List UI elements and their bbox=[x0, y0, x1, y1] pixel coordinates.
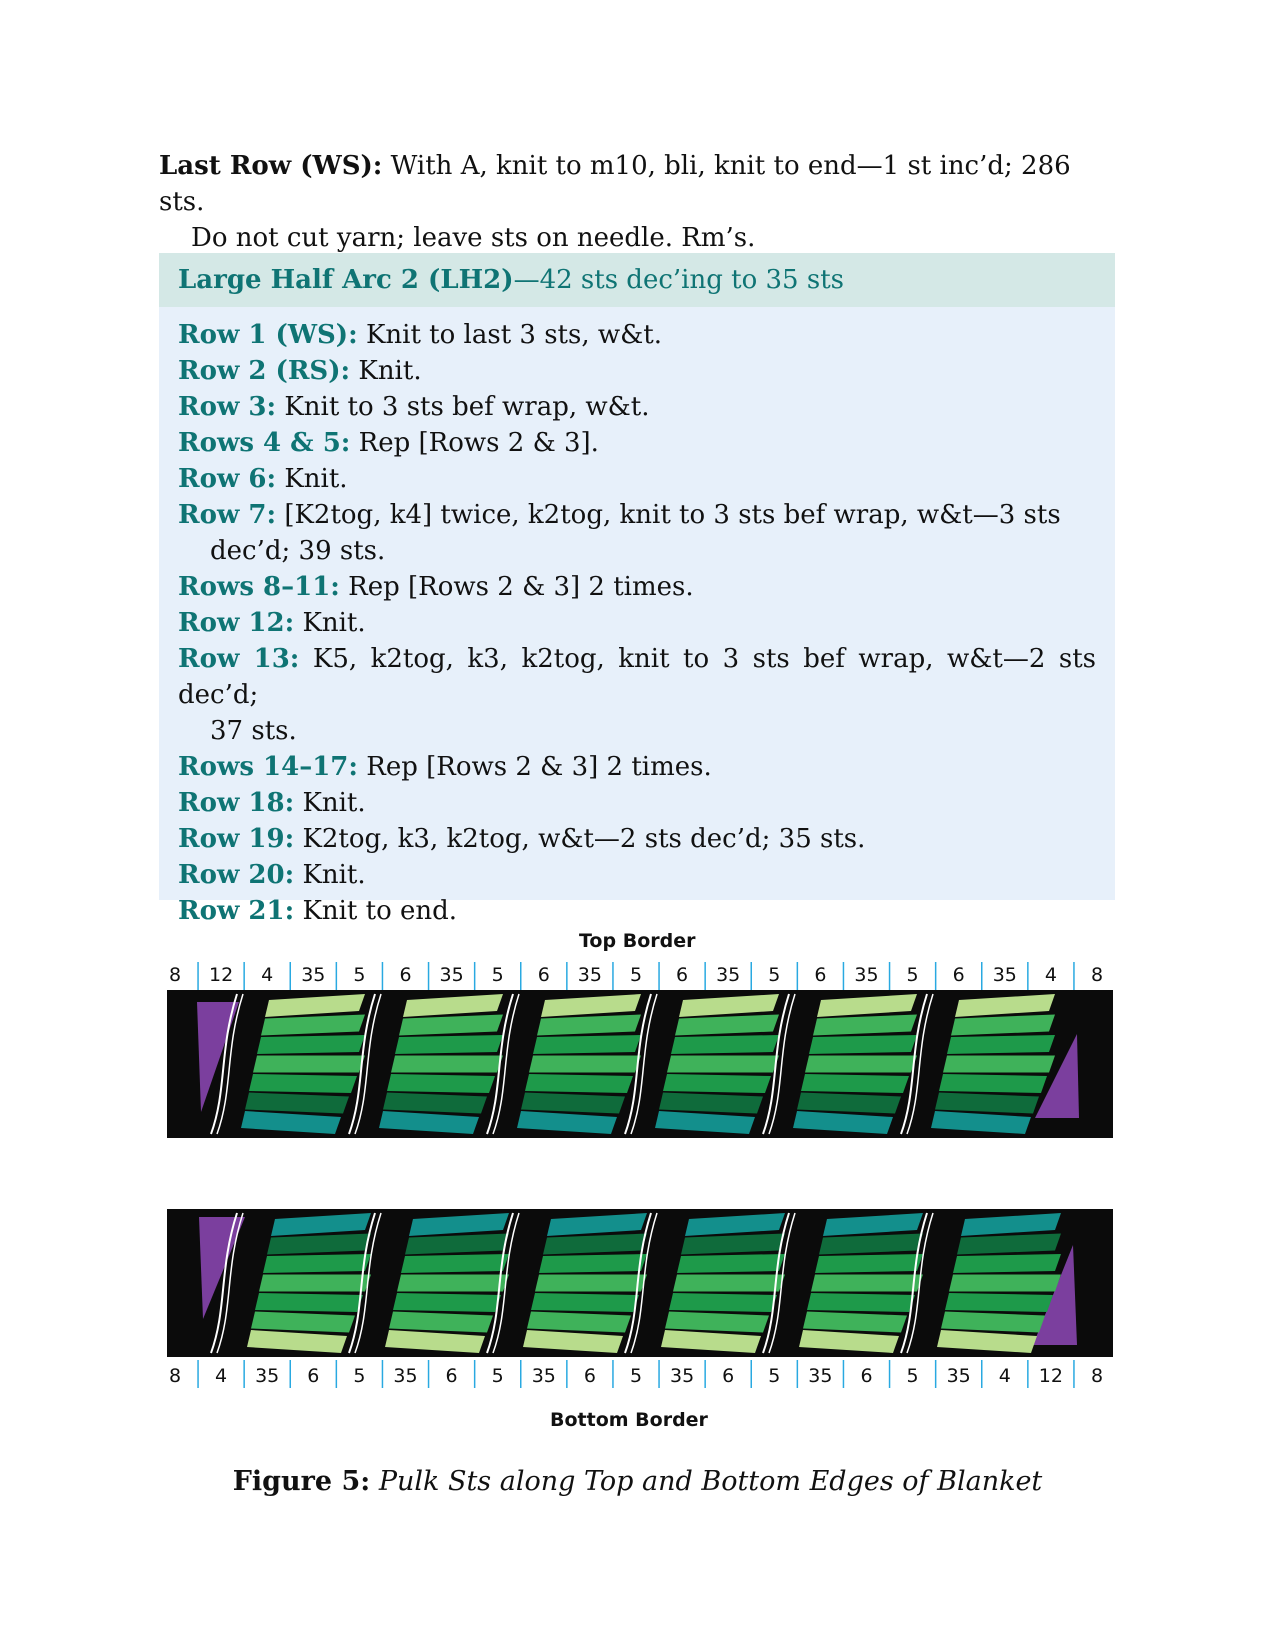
instruction-row bbox=[178, 893, 1096, 929]
row-text: Rep [Rows 2 & 3]. bbox=[358, 428, 599, 458]
row-text: Knit. bbox=[302, 788, 366, 818]
stitch-band bbox=[249, 1074, 357, 1093]
stitch-band bbox=[385, 1330, 485, 1353]
purple-corner-wedge bbox=[197, 1002, 239, 1112]
stitch-count-label: 35 bbox=[439, 964, 464, 986]
stitch-band bbox=[799, 1330, 899, 1353]
stitch-count-label: 35 bbox=[854, 964, 879, 986]
stitch-count-label: 6 bbox=[537, 964, 550, 986]
row-label: Rows 4 & 5: bbox=[178, 428, 351, 458]
stitch-band bbox=[945, 1293, 1053, 1312]
seam-line bbox=[349, 1213, 375, 1353]
row-text: [K2tog, k4] twice, k2tog, knit to 3 sts bef wrap, w&t—3 sts bbox=[284, 500, 1061, 530]
stitch-count-label: 5 bbox=[353, 1365, 366, 1387]
stitch-band bbox=[661, 1330, 761, 1353]
stitch-band bbox=[943, 1056, 1055, 1073]
stitch-band bbox=[809, 1035, 917, 1054]
instruction-box-heading bbox=[159, 253, 1115, 307]
instruction-box bbox=[159, 253, 1115, 926]
seam-line bbox=[217, 994, 243, 1134]
stitch-band bbox=[409, 1213, 509, 1236]
seam-line bbox=[487, 994, 513, 1134]
instruction-rows bbox=[159, 307, 1115, 929]
stitch-band bbox=[255, 1293, 363, 1312]
stitch-band bbox=[663, 1074, 771, 1093]
stitch-count-label: 4 bbox=[215, 1365, 228, 1387]
stitch-band bbox=[685, 1213, 785, 1236]
stitch-count-label: 35 bbox=[716, 964, 741, 986]
stitch-band bbox=[405, 1234, 509, 1255]
stitch-band bbox=[803, 1312, 907, 1333]
instruction-row bbox=[178, 389, 1096, 425]
row-text: Knit. bbox=[302, 608, 366, 638]
seam-line bbox=[493, 1213, 519, 1353]
stitch-band bbox=[665, 1312, 769, 1333]
seam-line bbox=[631, 994, 657, 1134]
stitch-count-label: 35 bbox=[255, 1365, 280, 1387]
seam-line bbox=[769, 1213, 795, 1353]
seam-line bbox=[763, 1213, 789, 1353]
stitch-band bbox=[261, 1015, 365, 1036]
panel-background bbox=[167, 990, 1113, 1138]
stitch-count-label: 5 bbox=[906, 1365, 919, 1387]
stitch-band bbox=[389, 1312, 493, 1333]
stitch-count-label: 35 bbox=[670, 1365, 695, 1387]
stitch-band bbox=[271, 1213, 371, 1236]
row-label: Row 21: bbox=[178, 896, 295, 926]
seam-line bbox=[631, 1213, 657, 1353]
purple-corner-wedge bbox=[1035, 1034, 1079, 1118]
stitch-band bbox=[811, 1275, 923, 1292]
row-text: Knit to end. bbox=[302, 896, 458, 926]
stitch-count-label: 35 bbox=[393, 1365, 418, 1387]
stitch-band bbox=[387, 1074, 495, 1093]
stitch-count-label: 12 bbox=[209, 964, 234, 986]
stitch-band bbox=[241, 1111, 341, 1134]
row-label: Row 1 (WS): bbox=[178, 320, 358, 350]
instruction-row bbox=[178, 425, 1096, 461]
stitch-band bbox=[395, 1035, 503, 1054]
stitch-count-label: 5 bbox=[906, 964, 919, 986]
caption-text: Pulk Sts along Top and Bottom Edges of Blanket bbox=[378, 1466, 1043, 1497]
stitch-count-label: 8 bbox=[1090, 964, 1104, 986]
stitch-count-label: 4 bbox=[998, 1365, 1011, 1387]
stitch-band bbox=[957, 1234, 1061, 1255]
stitch-band bbox=[931, 1111, 1031, 1134]
stitch-band bbox=[819, 1234, 923, 1255]
caption-label: Figure 5: bbox=[232, 1466, 371, 1497]
row-text: Knit. bbox=[284, 464, 348, 494]
seam-line bbox=[901, 994, 927, 1134]
stitch-band bbox=[523, 1330, 623, 1353]
seam-line bbox=[625, 1213, 651, 1353]
seam-line bbox=[487, 1213, 513, 1353]
seam-line bbox=[493, 994, 519, 1134]
stitch-band bbox=[679, 994, 779, 1017]
seam-line bbox=[217, 1213, 243, 1353]
stitch-count-label: 6 bbox=[399, 964, 412, 986]
stitch-band bbox=[949, 1275, 1061, 1292]
stitch-band bbox=[533, 1035, 641, 1054]
heading-rest: —42 sts dec’ing to 35 sts bbox=[513, 265, 844, 295]
stitch-count-label: 6 bbox=[583, 1365, 596, 1387]
stitch-count-label: 5 bbox=[491, 964, 504, 986]
stitch-count-label: 6 bbox=[445, 1365, 458, 1387]
stitch-band bbox=[669, 1293, 777, 1312]
stitch-band bbox=[251, 1312, 355, 1333]
stitch-band bbox=[955, 994, 1055, 1017]
stitch-count-label: 35 bbox=[946, 1365, 971, 1387]
stitch-band bbox=[807, 1293, 915, 1312]
instruction-row bbox=[178, 605, 1096, 641]
instruction-row bbox=[178, 353, 1096, 389]
stitch-band bbox=[953, 1254, 1061, 1273]
stitch-band bbox=[817, 994, 917, 1017]
stitch-count-label: 8 bbox=[168, 964, 182, 986]
intro-continuation: Do not cut yarn; leave sts on needle. Rm’s. bbox=[191, 223, 756, 253]
stitch-band bbox=[379, 1111, 479, 1134]
stitch-count-label: 5 bbox=[629, 1365, 643, 1387]
instruction-row bbox=[178, 461, 1096, 497]
row-label: Row 6: bbox=[178, 464, 277, 494]
stitch-count-label: 5 bbox=[768, 1365, 781, 1387]
instruction-row bbox=[178, 857, 1096, 893]
seam-line bbox=[355, 1213, 381, 1353]
stitch-band bbox=[947, 1035, 1055, 1054]
stitch-band bbox=[937, 1330, 1037, 1353]
stitch-count-label: 35 bbox=[808, 1365, 833, 1387]
stitch-band bbox=[253, 1056, 365, 1073]
instruction-row bbox=[178, 497, 1096, 569]
stitch-band bbox=[543, 1234, 647, 1255]
stitch-band bbox=[391, 1056, 503, 1073]
row-text: Rep [Rows 2 & 3] 2 times. bbox=[366, 752, 712, 782]
stitch-count-label: 6 bbox=[814, 964, 827, 986]
stitch-band bbox=[537, 1015, 641, 1036]
figure-caption bbox=[0, 1466, 1275, 1497]
stitch-band bbox=[797, 1093, 901, 1114]
stitch-band bbox=[247, 1330, 347, 1353]
stitch-count-label: 4 bbox=[1044, 964, 1057, 986]
stitch-count-label: 6 bbox=[860, 1365, 873, 1387]
stitch-count-label: 35 bbox=[992, 964, 1017, 986]
row-text: Rep [Rows 2 & 3] 2 times. bbox=[348, 572, 694, 602]
stitch-count-label: 5 bbox=[768, 964, 781, 986]
stitch-band bbox=[671, 1035, 779, 1054]
stitch-count-label: 5 bbox=[353, 964, 366, 986]
stitch-band bbox=[659, 1093, 763, 1114]
stitch-band bbox=[813, 1015, 917, 1036]
seam-line bbox=[355, 994, 381, 1134]
row-label: Rows 14–17: bbox=[178, 752, 358, 782]
instruction-row bbox=[178, 821, 1096, 857]
stitch-count-label: 5 bbox=[491, 1365, 504, 1387]
stitch-band bbox=[941, 1312, 1045, 1333]
instruction-row bbox=[178, 785, 1096, 821]
row-text: Knit. bbox=[302, 860, 366, 890]
stitch-band bbox=[265, 994, 365, 1017]
stitch-band bbox=[245, 1093, 349, 1114]
instruction-row bbox=[178, 641, 1096, 749]
stitch-band bbox=[961, 1213, 1061, 1236]
seam-line bbox=[211, 1213, 237, 1353]
seam-line bbox=[763, 994, 789, 1134]
row-label: Row 7: bbox=[178, 500, 277, 530]
row-label: Row 13: bbox=[178, 644, 300, 674]
stitch-band bbox=[263, 1254, 371, 1273]
stitch-band bbox=[793, 1111, 893, 1134]
row-label: Rows 8–11: bbox=[178, 572, 340, 602]
intro-text: With A, knit to m10, bli, knit to end—1 st inc’d; 286 sts. bbox=[159, 151, 1071, 217]
stitch-band bbox=[535, 1275, 647, 1292]
row-label: Row 12: bbox=[178, 608, 295, 638]
seam-line bbox=[625, 994, 651, 1134]
stitch-count-label: 35 bbox=[577, 964, 602, 986]
stitch-band bbox=[939, 1074, 1047, 1093]
stitch-band bbox=[393, 1293, 501, 1312]
stitch-band bbox=[681, 1234, 785, 1255]
intro-label: Last Row (WS): bbox=[159, 151, 383, 181]
row-text: Knit to 3 sts bef wrap, w&t. bbox=[284, 392, 650, 422]
seam-line bbox=[211, 994, 237, 1134]
stitch-band bbox=[529, 1056, 641, 1073]
stitch-band bbox=[403, 994, 503, 1017]
stitch-band bbox=[397, 1275, 509, 1292]
stitch-count-label: 8 bbox=[1090, 1365, 1104, 1387]
stitch-band bbox=[677, 1254, 785, 1273]
stitch-count-label: 5 bbox=[629, 964, 643, 986]
instruction-row bbox=[178, 569, 1096, 605]
stitch-band bbox=[525, 1074, 633, 1093]
stitch-band bbox=[935, 1093, 1039, 1114]
stitch-band bbox=[383, 1093, 487, 1114]
row-label: Row 18: bbox=[178, 788, 295, 818]
bottom-border-title: Bottom Border bbox=[550, 1409, 708, 1431]
stitch-band bbox=[541, 994, 641, 1017]
stitch-band bbox=[667, 1056, 779, 1073]
row-continuation: dec’d; 39 sts. bbox=[210, 536, 386, 566]
stitch-band bbox=[539, 1254, 647, 1273]
stitch-band bbox=[823, 1213, 923, 1236]
stitch-band bbox=[815, 1254, 923, 1273]
stitch-band bbox=[401, 1254, 509, 1273]
row-text: Knit. bbox=[358, 356, 422, 386]
instruction-row bbox=[178, 317, 1096, 353]
row-continuation: 37 sts. bbox=[210, 716, 297, 746]
stitch-band bbox=[257, 1035, 365, 1054]
stitch-band bbox=[805, 1056, 917, 1073]
stitch-band bbox=[521, 1093, 625, 1114]
stitch-count-label: 12 bbox=[1038, 1365, 1063, 1387]
stitch-band bbox=[655, 1111, 755, 1134]
panel-background bbox=[167, 1209, 1113, 1357]
stitch-band bbox=[673, 1275, 785, 1292]
stitch-count-label: 35 bbox=[531, 1365, 556, 1387]
stitch-count-label: 6 bbox=[307, 1365, 320, 1387]
row-text: Knit to last 3 sts, w&t. bbox=[365, 320, 662, 350]
stitch-count-label: 6 bbox=[722, 1365, 735, 1387]
stitch-band bbox=[675, 1015, 779, 1036]
seam-line bbox=[907, 1213, 933, 1353]
heading-bold: Large Half Arc 2 (LH2) bbox=[178, 265, 514, 295]
stitch-count-label: 6 bbox=[952, 964, 965, 986]
seam-line bbox=[769, 994, 795, 1134]
seam-line bbox=[907, 994, 933, 1134]
stitch-band bbox=[399, 1015, 503, 1036]
row-label: Row 20: bbox=[178, 860, 295, 890]
stitch-band bbox=[951, 1015, 1055, 1036]
stitch-count-label: 35 bbox=[301, 964, 326, 986]
stitch-band bbox=[267, 1234, 371, 1255]
intro-paragraph bbox=[159, 148, 1121, 256]
stitch-band bbox=[259, 1275, 371, 1292]
seam-line bbox=[901, 1213, 927, 1353]
stitch-band bbox=[547, 1213, 647, 1236]
instruction-row bbox=[178, 749, 1096, 785]
stitch-count-label: 4 bbox=[261, 964, 274, 986]
purple-corner-wedge bbox=[199, 1217, 245, 1319]
stitch-band bbox=[801, 1074, 909, 1093]
stitch-band bbox=[527, 1312, 631, 1333]
row-label: Row 3: bbox=[178, 392, 277, 422]
stitch-band bbox=[517, 1111, 617, 1134]
stitch-count-label: 8 bbox=[168, 1365, 182, 1387]
row-label: Row 19: bbox=[178, 824, 295, 854]
top-border-title: Top Border bbox=[579, 930, 696, 952]
seam-line bbox=[349, 994, 375, 1134]
purple-corner-wedge bbox=[1033, 1245, 1077, 1345]
row-text: K5, k2tog, k3, k2tog, knit to 3 sts bef wrap, w&t—2 sts dec’d; bbox=[178, 644, 1096, 710]
stitch-count-label: 6 bbox=[676, 964, 689, 986]
row-label: Row 2 (RS): bbox=[178, 356, 351, 386]
row-text: K2tog, k3, k2tog, w&t—2 sts dec’d; 35 sts. bbox=[302, 824, 866, 854]
stitch-band bbox=[531, 1293, 639, 1312]
